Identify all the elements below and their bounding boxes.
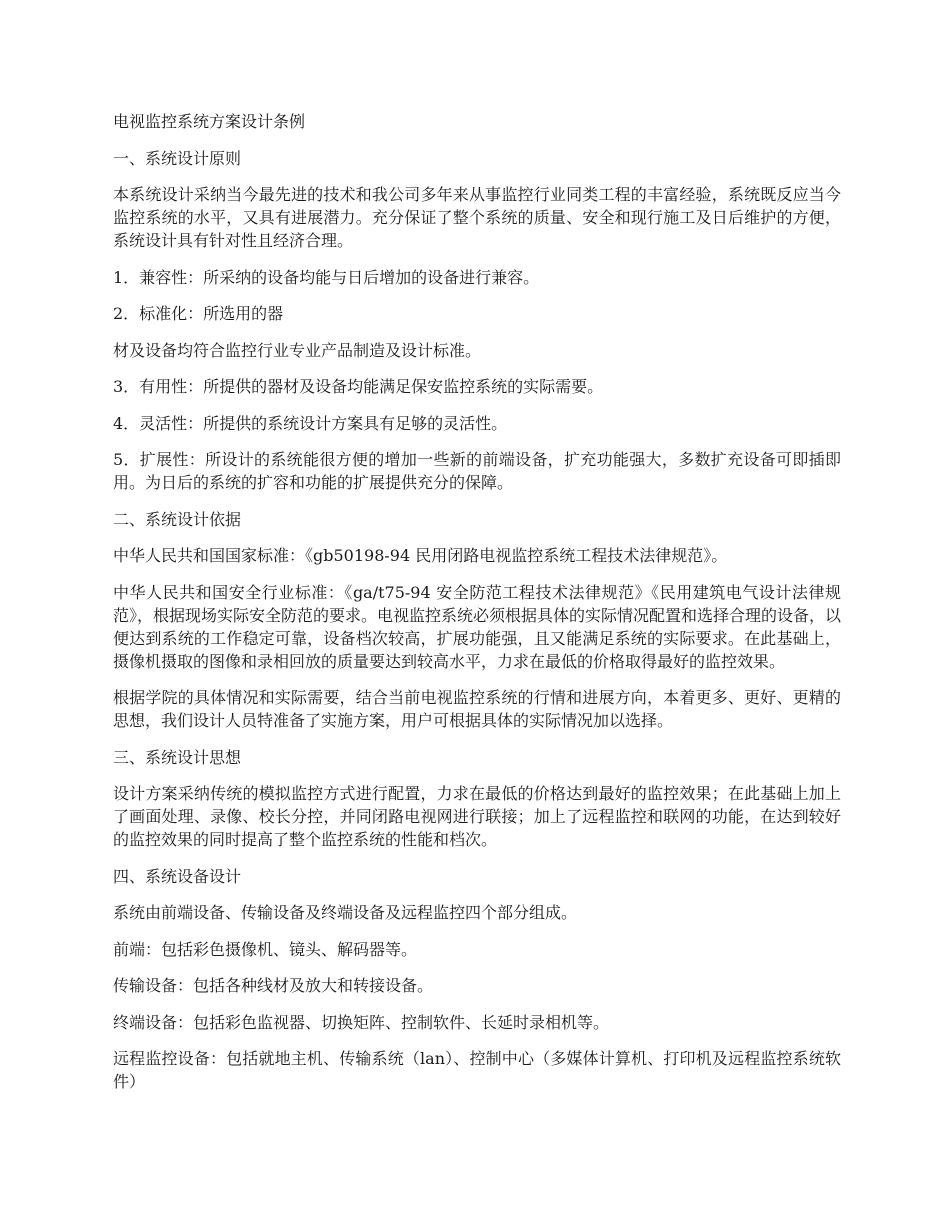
paragraph: 远程监控设备：包括就地主机、传输系统（lan）、控制中心（多媒体计算机、打印机及远程监控系统软件）	[113, 1049, 841, 1091]
paragraph: 系统由前端设备、传输设备及终端设备及远程监控四个部分组成。	[113, 903, 578, 922]
list-item: 5．扩展性：所设计的系统能很方便的增加一些新的前端设备，扩充功能强大，多数扩充设备可即插即用。为日后的系统的扩容和功能的扩展提供充分的保障。	[113, 450, 841, 492]
paragraph: 中华人民共和国安全行业标准：《ga/t75-94 安全防范工程技术法律规范》《民用建筑电气设计法律规范》，根据现场实际安全防范的要求。电视监控系统必须根据具体的实际情况配置和选择合理的设备，以便达到系统的工作稳定可靠，设备档次较高，扩展功能强，且又能满足系统的实际要求。在此基础上，摄像机摄取的图像和录相回放的质量要达到较高水平，力求在最低的价格取得最好的监控效果。	[113, 582, 842, 671]
section-heading-equipment-design: 四、系统设备设计	[113, 866, 242, 886]
section-heading-design-concept: 三、系统设计思想	[113, 747, 242, 767]
section-heading-design-principles: 一、系统设计原则	[113, 148, 242, 168]
paragraph: 中华人民共和国国家标准：《gb50198-94 民用闭路电视监控系统工程技术法律规范》。	[113, 546, 728, 565]
paragraph: 本系统设计采纳当今最先进的技术和我公司多年来从事监控行业同类工程的丰富经验，系统既反应当今监控系统的水平，又具有进展潜力。充分保证了整个系统的质量、安全和现行施工及日后维护的方便，系统设计具有针对性且经济合理。	[113, 185, 841, 250]
paragraph: 设计方案采纳传统的模拟监控方式进行配置，力求在最低的价格达到最好的监控效果；在此基础上加上了画面处理、录像、校长分控，并同闭路电视网进行联接；加上了远程监控和联网的功能，在达到较好的监控效果的同时提高了整个监控系统的性能和档次。	[113, 784, 841, 849]
document-title: 电视监控系统方案设计条例	[113, 112, 306, 131]
paragraph: 传输设备：包括各种线材及放大和转接设备。	[113, 976, 434, 995]
paragraph: 终端设备：包括彩色监视器、切换矩阵、控制软件、长延时录相机等。	[113, 1012, 610, 1032]
document-body	[113, 110, 841, 1107]
paragraph: 根据学院的具体情况和实际需要，结合当前电视监控系统的行情和进展方向，本着更多、更好、更精的思想，我们设计人员特准备了实施方案，用户可根据具体的实际情况加以选择。	[113, 688, 841, 730]
list-item: 4．灵活性：所提供的系统设计方案具有足够的灵活性。	[113, 413, 508, 433]
paragraph: 前端：包括彩色摄像机、镜头、解码器等。	[113, 939, 418, 959]
list-item: 1．兼容性：所采纳的设备均能与日后增加的设备进行兼容。	[113, 267, 540, 287]
paragraph: 材及设备均符合监控行业专业产品制造及设计标准。	[113, 340, 482, 360]
list-item: 3．有用性：所提供的器材及设备均能满足保安监控系统的实际需要。	[113, 377, 604, 396]
section-heading-design-basis: 二、系统设计依据	[113, 509, 242, 529]
list-item: 2．标准化：所选用的器	[113, 304, 284, 323]
